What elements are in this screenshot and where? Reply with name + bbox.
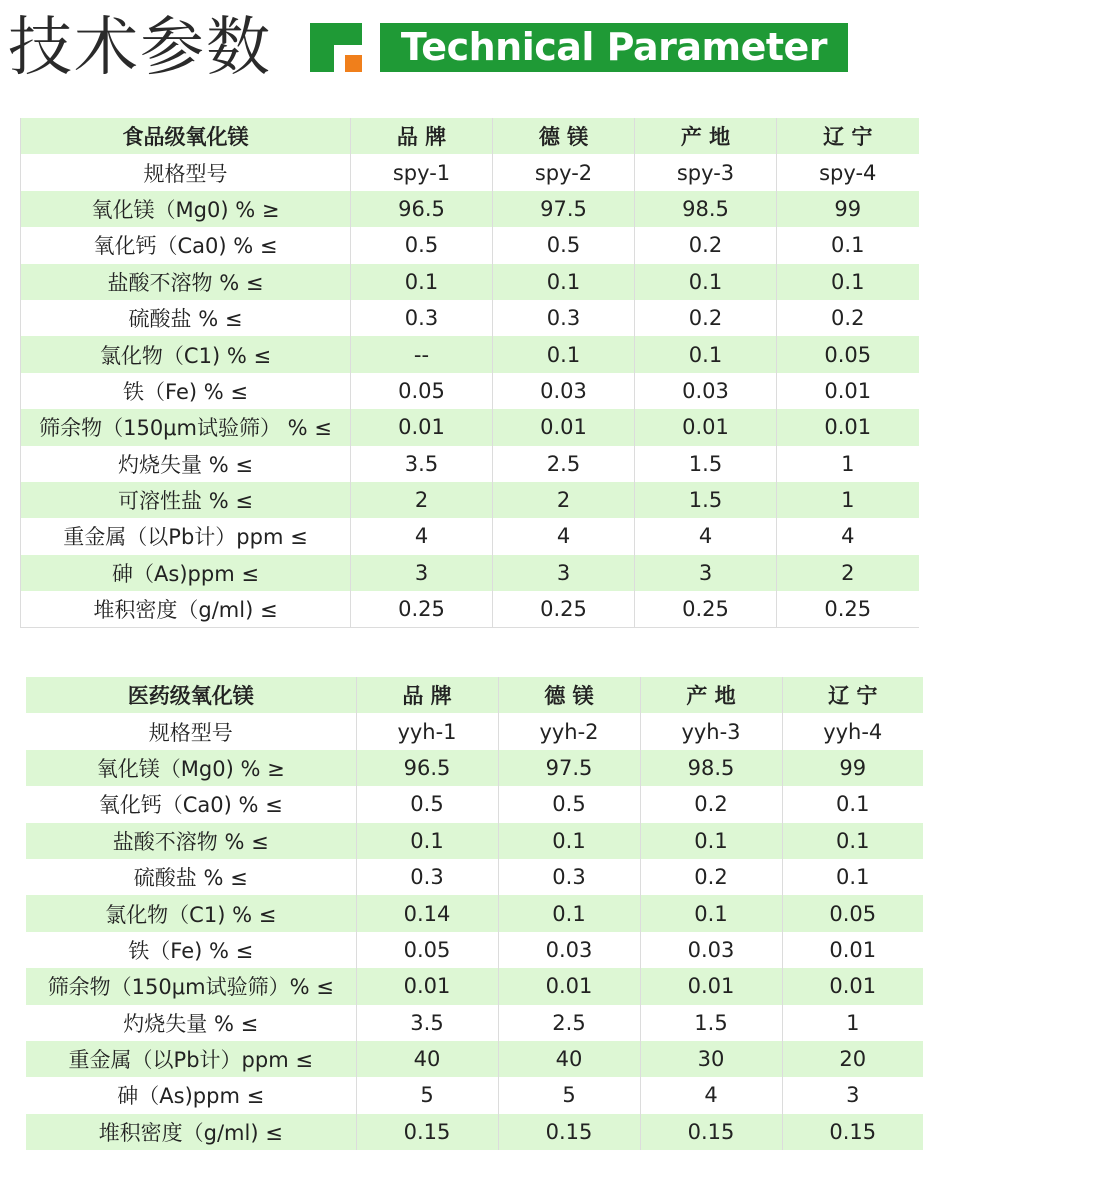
table-row — [21, 518, 919, 554]
row-label-cell: 铁（Fe) % ≤ — [26, 932, 356, 968]
row-label-cell: 氧化钙（Ca0) % ≤ — [26, 786, 356, 822]
value-cell: 0.1 — [777, 227, 919, 263]
value-cell: 0.25 — [635, 591, 777, 628]
table-row — [21, 264, 919, 300]
table-row — [26, 786, 923, 822]
value-cell: 0.01 — [498, 968, 640, 1004]
value-cell: 0.1 — [782, 786, 923, 822]
value-cell: 4 — [635, 518, 777, 554]
row-label-cell: 硫酸盐 % ≤ — [26, 859, 356, 895]
row-label-cell: 氧化镁（Mg0) % ≥ — [26, 750, 356, 786]
table-row — [26, 1005, 923, 1041]
pharma-grade-spec-body — [26, 677, 923, 1150]
row-label-cell: 规格型号 — [21, 154, 351, 190]
brand-logo-icon — [310, 23, 362, 72]
value-cell: 0.1 — [640, 823, 782, 859]
value-cell: 0.14 — [356, 895, 498, 931]
table-row — [26, 968, 923, 1004]
table-row — [26, 1077, 923, 1113]
value-cell: 1 — [777, 482, 919, 518]
value-cell: 辽 宁 — [777, 118, 919, 154]
row-label-cell: 氧化镁（Mg0) % ≥ — [21, 191, 351, 227]
value-cell: 0.01 — [356, 968, 498, 1004]
value-cell: 0.01 — [777, 373, 919, 409]
row-label-cell: 堆积密度（g/ml) ≤ — [26, 1114, 356, 1150]
value-cell: 3 — [493, 555, 635, 591]
value-cell: yyh-2 — [498, 713, 640, 749]
value-cell: 0.1 — [356, 823, 498, 859]
value-cell: 0.1 — [635, 264, 777, 300]
value-cell: 品 牌 — [356, 677, 498, 713]
page-title-cn: 技术参数 — [8, 11, 272, 85]
value-cell: 0.03 — [493, 373, 635, 409]
value-cell: 98.5 — [635, 191, 777, 227]
row-label-cell: 食品级氧化镁 — [21, 118, 351, 154]
value-cell: 0.15 — [498, 1114, 640, 1150]
value-cell: 4 — [777, 518, 919, 554]
table-row — [21, 336, 919, 372]
value-cell: 3 — [782, 1077, 923, 1113]
value-cell: 0.1 — [493, 336, 635, 372]
value-cell: 3.5 — [351, 446, 493, 482]
value-cell: 0.2 — [640, 859, 782, 895]
value-cell: 0.25 — [351, 591, 493, 628]
value-cell: 96.5 — [356, 750, 498, 786]
table-row — [26, 895, 923, 931]
row-label-cell: 铁（Fe) % ≤ — [21, 373, 351, 409]
value-cell: 2.5 — [493, 446, 635, 482]
table-row — [21, 409, 919, 445]
value-cell: 0.01 — [777, 409, 919, 445]
value-cell: 品 牌 — [351, 118, 493, 154]
value-cell: 0.3 — [351, 300, 493, 336]
table-row — [26, 823, 923, 859]
row-label-cell: 可溶性盐 % ≤ — [21, 482, 351, 518]
table-row — [21, 154, 919, 190]
food-grade-spec-body — [21, 118, 919, 628]
value-cell: 1.5 — [635, 482, 777, 518]
value-cell: 德 镁 — [498, 677, 640, 713]
table-row — [21, 227, 919, 263]
value-cell: 97.5 — [493, 191, 635, 227]
food-grade-spec-table — [20, 118, 919, 628]
value-cell: 0.05 — [777, 336, 919, 372]
row-label-cell: 灼烧失量 % ≤ — [26, 1005, 356, 1041]
value-cell: 0.25 — [777, 591, 919, 628]
value-cell: 5 — [498, 1077, 640, 1113]
value-cell: 0.3 — [493, 300, 635, 336]
value-cell: 96.5 — [351, 191, 493, 227]
value-cell: 0.5 — [351, 227, 493, 263]
value-cell: 0.1 — [351, 264, 493, 300]
value-cell: 0.2 — [635, 300, 777, 336]
row-label-cell: 灼烧失量 % ≤ — [21, 446, 351, 482]
value-cell: 产 地 — [635, 118, 777, 154]
value-cell: 0.05 — [356, 932, 498, 968]
value-cell: spy-3 — [635, 154, 777, 190]
value-cell: 0.01 — [640, 968, 782, 1004]
value-cell: 5 — [356, 1077, 498, 1113]
value-cell: 0.1 — [777, 264, 919, 300]
pharma-grade-spec-table — [26, 677, 923, 1150]
value-cell: 0.1 — [782, 823, 923, 859]
row-label-cell: 盐酸不溶物 % ≤ — [21, 264, 351, 300]
value-cell: 0.1 — [640, 895, 782, 931]
table-header-row — [26, 677, 923, 713]
value-cell: 产 地 — [640, 677, 782, 713]
value-cell: 德 镁 — [493, 118, 635, 154]
row-label-cell: 砷（As)ppm ≤ — [26, 1077, 356, 1113]
value-cell: 0.15 — [356, 1114, 498, 1150]
value-cell: yyh-1 — [356, 713, 498, 749]
value-cell: 0.1 — [635, 336, 777, 372]
value-cell: 40 — [498, 1041, 640, 1077]
table-row — [26, 713, 923, 749]
value-cell: 0.03 — [640, 932, 782, 968]
value-cell: 0.03 — [635, 373, 777, 409]
page-header — [0, 0, 1100, 100]
value-cell: 0.2 — [635, 227, 777, 263]
value-cell: 0.1 — [493, 264, 635, 300]
value-cell: 4 — [351, 518, 493, 554]
value-cell: 40 — [356, 1041, 498, 1077]
row-label-cell: 氧化钙（Ca0) % ≤ — [21, 227, 351, 263]
page-title-en: Technical Parameter — [380, 23, 848, 72]
value-cell: 0.01 — [782, 932, 923, 968]
table-header-row — [21, 118, 919, 154]
value-cell: 2.5 — [498, 1005, 640, 1041]
value-cell: 0.1 — [782, 859, 923, 895]
value-cell: 0.2 — [777, 300, 919, 336]
value-cell: 0.05 — [782, 895, 923, 931]
value-cell: yyh-4 — [782, 713, 923, 749]
value-cell: 0.1 — [498, 823, 640, 859]
value-cell: 4 — [493, 518, 635, 554]
row-label-cell: 重金属（以Pb计）ppm ≤ — [26, 1041, 356, 1077]
value-cell: 0.5 — [356, 786, 498, 822]
row-label-cell: 砷（As)ppm ≤ — [21, 555, 351, 591]
value-cell: 97.5 — [498, 750, 640, 786]
row-label-cell: 重金属（以Pb计）ppm ≤ — [21, 518, 351, 554]
value-cell: 3 — [635, 555, 777, 591]
table-row — [21, 191, 919, 227]
row-label-cell: 堆积密度（g/ml) ≤ — [21, 591, 351, 628]
value-cell: 30 — [640, 1041, 782, 1077]
value-cell: 0.15 — [640, 1114, 782, 1150]
logo-orange-square — [345, 55, 362, 72]
table-row — [21, 446, 919, 482]
value-cell: 4 — [640, 1077, 782, 1113]
value-cell: 1 — [777, 446, 919, 482]
row-label-cell: 氯化物（C1) % ≤ — [21, 336, 351, 372]
row-label-cell: 医药级氧化镁 — [26, 677, 356, 713]
value-cell: 辽 宁 — [782, 677, 923, 713]
value-cell: yyh-3 — [640, 713, 782, 749]
value-cell: 1 — [782, 1005, 923, 1041]
value-cell: 20 — [782, 1041, 923, 1077]
value-cell: 3.5 — [356, 1005, 498, 1041]
value-cell: spy-1 — [351, 154, 493, 190]
table-row — [26, 932, 923, 968]
value-cell: spy-4 — [777, 154, 919, 190]
value-cell: 0.05 — [351, 373, 493, 409]
value-cell: 3 — [351, 555, 493, 591]
table-row — [26, 1041, 923, 1077]
value-cell: spy-2 — [493, 154, 635, 190]
value-cell: 1.5 — [640, 1005, 782, 1041]
row-label-cell: 筛余物（150μm试验筛） % ≤ — [21, 409, 351, 445]
row-label-cell: 规格型号 — [26, 713, 356, 749]
value-cell: 2 — [777, 555, 919, 591]
value-cell: 0.5 — [498, 786, 640, 822]
value-cell: 99 — [777, 191, 919, 227]
table-row — [21, 373, 919, 409]
value-cell: 0.01 — [635, 409, 777, 445]
value-cell: 0.01 — [493, 409, 635, 445]
value-cell: 2 — [351, 482, 493, 518]
row-label-cell: 氯化物（C1) % ≤ — [26, 895, 356, 931]
value-cell: 0.5 — [493, 227, 635, 263]
value-cell: 1.5 — [635, 446, 777, 482]
table-row — [21, 482, 919, 518]
value-cell: 99 — [782, 750, 923, 786]
table-row — [21, 591, 919, 628]
value-cell: 98.5 — [640, 750, 782, 786]
row-label-cell: 筛余物（150μm试验筛）% ≤ — [26, 968, 356, 1004]
table-row — [26, 750, 923, 786]
value-cell: 0.3 — [498, 859, 640, 895]
value-cell: 2 — [493, 482, 635, 518]
value-cell: 0.25 — [493, 591, 635, 628]
table-row — [21, 300, 919, 336]
table-row — [26, 859, 923, 895]
value-cell: 0.1 — [498, 895, 640, 931]
table-row — [21, 555, 919, 591]
value-cell: 0.03 — [498, 932, 640, 968]
value-cell: 0.01 — [351, 409, 493, 445]
row-label-cell: 盐酸不溶物 % ≤ — [26, 823, 356, 859]
value-cell: 0.3 — [356, 859, 498, 895]
value-cell: 0.01 — [782, 968, 923, 1004]
value-cell: 0.2 — [640, 786, 782, 822]
table-row — [26, 1114, 923, 1150]
value-cell: 0.15 — [782, 1114, 923, 1150]
value-cell: -- — [351, 336, 493, 372]
row-label-cell: 硫酸盐 % ≤ — [21, 300, 351, 336]
